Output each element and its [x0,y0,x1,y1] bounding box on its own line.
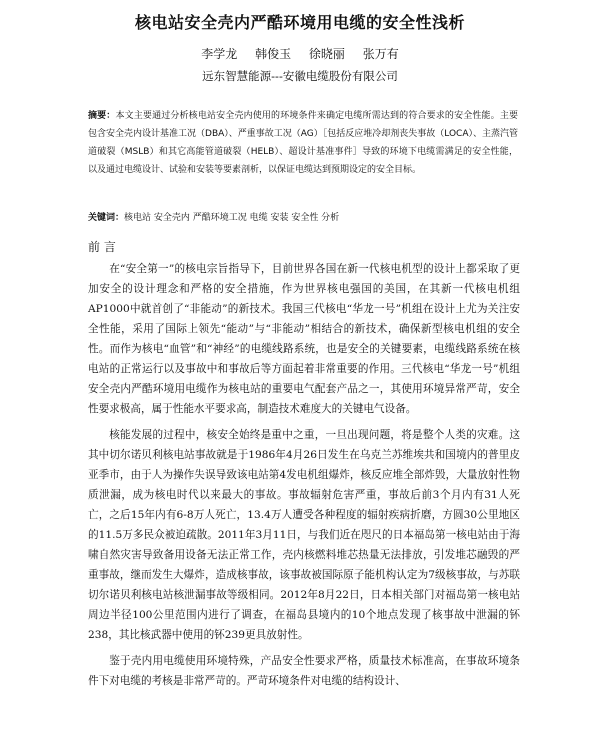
keywords-label: 关键词： [88,213,125,223]
keywords-block [88,209,518,227]
paragraph: 鉴于壳内用电缆使用环境特殊，产品安全性要求严格，质量技术标准高，在事故环境条件下对电缆的考核是非常严苛的。严苛环境条件对电缆的结构设计、 [88,655,520,687]
abstract-block [88,107,518,179]
keywords-text: 核电站 安全壳内 严酷环境工况 电缆 安装 安全性 分析 [124,213,340,223]
paragraph: 核能发展的过程中，核安全始终是重中之重，一旦出现问题，将是整个人类的灾难。这其中切尔诺贝利核电站事故就是于1986年4月26日发生在乌克兰苏维埃共和国境内的普里皮亚季市，由于人为操作失误导致该电站第4发电机组爆炸，核反应堆全部炸毁，大量放射性物质泄漏，成为核电时代以来最大的事故。事故辐射危害严重，事故后前3个月内有31人死亡，之后15年内有6-8万人死亡，13.4万人遭受各种程度的辐射疾病折磨，方圆30公里地区的11.5万多民众被迫疏散。2011年3月11日，与我们近在咫尺的日本福岛第一核电站由于海啸自然灾害导致备用设备无法正常工作，壳内核燃料堆芯热量无法排放，引发堆芯融毁的严重事故，继而发生大爆炸，造成核事故，该事故被国际原子能机构认定为7级核事故，与苏联切尔诺贝利核电站核泄漏事故等级相同。2012年8月22日，日本相关部门对福岛第一核电站周边半径100公里范围内进行了调查，在福岛县境内的10个地点发现了核事故中泄漏的钚238，其比核武器中使用的钚239更具放射性。 [88,429,520,641]
body-text [88,259,520,697]
affiliation: 远东智慧能源---安徽电缆股份有限公司 [202,69,398,83]
section-heading: 前 言 [88,240,116,254]
author-list: 李学龙 韩俊玉 徐晓丽 张万有 [201,47,399,61]
paper-title: 核电站安全壳内严酷环境用电缆的安全性浅析 [134,13,465,32]
abstract-label: 摘要： [88,111,116,121]
abstract-text: 本文主要通过分析核电站安全壳内使用的环境条件来确定电缆所需达到的符合要求的安全性能。主要包含安全壳内设计基准工况（DBA）、严重事故工况（AG）［包括反应堆冷却剂丧失事故（LOCA）、主蒸汽管道破裂（MSLB）和其它高能管道破裂（HELB）、超设计基准事件］导致的环境下电缆需满足的安全性能，以及通过电缆设计、试验和安装等要素剖析，以保证电缆达到预期设定的安全目标。 [88,111,518,175]
paragraph: 在“安全第一”的核电宗旨指导下，目前世界各国在新一代核电机型的设计上都采取了更加安全的设计理念和严格的安全措施，作为世界核电强国的美国，在其新一代核电机组AP1000中就首创了“非能动”的新技术。我国三代核电“华龙一号”机组在设计上尤为关注安全性能，采用了国际上领先“能动”与“非能动”相结合的新技术，确保新型核电机组的安全性。而作为核电“血管”和“神经”的电缆线路系统，也是安全的关键要素，电缆线路系统在核电站的正常运行以及事故中和事故后等方面起着非常重要的作用。三代核电“华龙一号”机组安全壳内严酷环境用电缆作为核电站的重要电气配套产品之一，其使用环境异常严苛，安全性要求极高，属于性能水平要求高，制造技术难度大的关键电气设备。 [88,263,520,415]
